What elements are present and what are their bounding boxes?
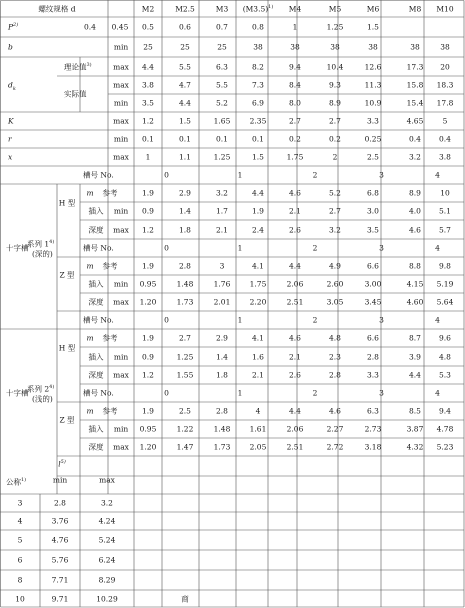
s2z-m-cell: 2.5 xyxy=(179,406,191,416)
pitch-cell: 1.5 xyxy=(367,22,379,32)
s1z-m-cell: 4.1 xyxy=(252,261,264,271)
s1h-depth-cell: 5.7 xyxy=(439,224,451,234)
length-min: 5.76 xyxy=(51,555,69,565)
insert-label: 插入 xyxy=(88,351,104,361)
series1-label: 系列 1$^{4)}$ xyxy=(27,238,55,249)
s2h-depth-cell: 1.55 xyxy=(176,370,194,380)
series2-label: 系列 2$^{4)}$ xyxy=(27,383,55,394)
b-cell: 38 xyxy=(368,42,378,52)
K-cell: 2.7 xyxy=(289,116,301,126)
x-cell: 2.5 xyxy=(367,152,379,162)
dk-actual-max-cell: 9.3 xyxy=(329,80,341,90)
s1h-depth-cell: 2.6 xyxy=(289,224,301,234)
s2h-depth-cell: 3.3 xyxy=(367,370,379,380)
s1h-depth-cell: 3.5 xyxy=(367,224,379,234)
slot-number: 4 xyxy=(435,243,440,253)
size-header: M8 xyxy=(408,3,422,13)
dk-theory-cell: 9.4 xyxy=(289,61,301,71)
K-cell: 3.3 xyxy=(367,116,379,126)
s2z-depth-cell: 1.47 xyxy=(176,442,194,452)
s1h-m-cell: 8.9 xyxy=(409,188,421,198)
depth-label: 深度 xyxy=(88,297,104,307)
x-cell: 1.5 xyxy=(252,152,264,162)
dk-actual-max-cell: 15.8 xyxy=(406,80,424,90)
pitch-cell: 0.8 xyxy=(252,22,264,32)
pitch-symbol: $P^{2)}$ xyxy=(8,21,19,32)
s2h-m-cell: 4.8 xyxy=(329,333,341,343)
ref-label: 参考 xyxy=(102,261,118,271)
s1h-depth-cell: 1.2 xyxy=(142,224,154,234)
K-cell: 5 xyxy=(442,116,448,126)
length-nominal: 8 xyxy=(17,575,23,585)
h-type-label: H 型 xyxy=(58,342,76,352)
s1h-m-cell: 3.2 xyxy=(216,188,228,198)
s2z-insert-cell: 2.27 xyxy=(326,424,344,434)
s2h-insert-cell: 1.4 xyxy=(216,351,228,361)
size-header: M2.5 xyxy=(175,3,195,13)
s2z-m-cell: 4 xyxy=(255,406,261,416)
b-cell: 25 xyxy=(180,42,190,52)
s2z-depth-cell: 2.05 xyxy=(249,442,267,452)
m-symbol: m xyxy=(86,261,94,271)
m-symbol: m xyxy=(86,333,94,343)
s2h-m-cell: 6.6 xyxy=(367,333,379,343)
slot-number: 0 xyxy=(164,243,169,253)
s1z-m-cell: 4.9 xyxy=(329,261,341,271)
length-nominal: 3 xyxy=(17,498,23,508)
x-cell: 3.8 xyxy=(439,152,451,162)
K-cell: 1.5 xyxy=(179,116,191,126)
slot-number: 3 xyxy=(379,388,384,398)
s2h-insert-cell: 2.3 xyxy=(329,351,341,361)
series1-note: (深的) xyxy=(32,249,53,259)
s1h-insert-cell: 1.4 xyxy=(179,206,191,216)
s1h-m-cell: 4.4 xyxy=(252,188,264,198)
s1h-insert-cell: 1.7 xyxy=(216,206,228,216)
pitch-pre-value: 0.45 xyxy=(111,22,129,32)
s1z-insert-cell: 1.48 xyxy=(176,279,194,289)
slot-number: 0 xyxy=(164,315,169,325)
s2h-depth-cell: 2.8 xyxy=(329,370,341,380)
insert-label: 插入 xyxy=(88,206,104,216)
x-cell: 1.25 xyxy=(213,152,231,162)
b-cell: 38 xyxy=(253,42,263,52)
s1h-insert-cell: 5.1 xyxy=(439,206,451,216)
limit-label: max xyxy=(113,370,129,380)
s2h-depth-cell: 1.2 xyxy=(142,370,154,380)
s2h-depth-cell: 4.4 xyxy=(409,370,421,380)
s1z-depth-cell: 1.73 xyxy=(176,297,194,307)
s2h-m-cell: 4.6 xyxy=(289,333,301,343)
dk-actual-max-cell: 4.7 xyxy=(179,80,191,90)
b-symbol: b xyxy=(8,42,13,52)
s2z-m-cell: 2.8 xyxy=(216,406,228,416)
dk-actual-min-cell: 3.5 xyxy=(142,98,154,108)
cross-recess-label: 十字槽 xyxy=(6,388,29,398)
K-cell: 1.65 xyxy=(213,116,231,126)
s1z-m-cell: 8.8 xyxy=(409,261,421,271)
x-cell: 1 xyxy=(145,152,151,162)
limit-label: max xyxy=(113,297,129,307)
s2h-m-cell: 2.7 xyxy=(179,333,191,343)
b-cell: 38 xyxy=(290,42,300,52)
s1z-insert-cell: 3.00 xyxy=(364,279,382,289)
insert-label: 插入 xyxy=(88,424,104,434)
dk-actual-max-cell: 5.5 xyxy=(216,80,228,90)
s1h-insert-cell: 3.0 xyxy=(367,206,379,216)
s1z-insert-cell: 0.95 xyxy=(139,279,157,289)
slot-number: 1 xyxy=(237,315,243,325)
s1h-depth-cell: 1.8 xyxy=(179,224,191,234)
s2h-depth-cell: 2.6 xyxy=(289,370,301,380)
size-header: $(M3.5)^{1)}$ xyxy=(242,3,274,13)
s2z-depth-cell: 4.32 xyxy=(406,442,424,452)
size-header: M2 xyxy=(141,3,155,13)
s1z-depth-cell: 3.45 xyxy=(364,297,382,307)
s2z-m-cell: 4.4 xyxy=(289,406,301,416)
s1z-insert-cell: 1.75 xyxy=(249,279,267,289)
K-cell: 1.2 xyxy=(142,116,154,126)
s2z-m-cell: 6.3 xyxy=(367,406,379,416)
nominal-label: 公称$^{1)}$ xyxy=(6,476,27,487)
depth-label: 深度 xyxy=(88,442,104,452)
dk-theory-cell: 6.3 xyxy=(216,61,228,71)
s1h-insert-cell: 2.7 xyxy=(329,206,341,216)
s2h-insert-cell: 4.8 xyxy=(439,351,451,361)
slot-number: 0 xyxy=(164,170,169,180)
s2h-insert-cell: 0.9 xyxy=(142,351,154,361)
size-header: M10 xyxy=(436,3,454,13)
limit-label: max xyxy=(113,80,129,90)
size-header: M4 xyxy=(288,3,302,13)
dk-actual-min-cell: 15.4 xyxy=(406,98,424,108)
x-cell: 3.2 xyxy=(409,152,421,162)
b-cell: 25 xyxy=(143,42,153,52)
K-cell: 2.7 xyxy=(329,116,341,126)
pitch-cell: 1.25 xyxy=(326,22,344,32)
s2h-m-cell: 9.6 xyxy=(439,333,451,343)
slot-number: 4 xyxy=(435,315,440,325)
x-cell: 1.1 xyxy=(179,152,191,162)
slot-number: 2 xyxy=(312,388,318,398)
insert-label: 插入 xyxy=(88,279,104,289)
length-min: 2.8 xyxy=(54,498,66,508)
dk-actual-min-cell: 8.9 xyxy=(329,98,341,108)
s1h-insert-cell: 4.0 xyxy=(409,206,421,216)
ref-label: 参考 xyxy=(102,188,118,198)
slot-number: 1 xyxy=(237,243,243,253)
s2z-insert-cell: 3.87 xyxy=(406,424,424,434)
length-max: 6.24 xyxy=(98,555,116,565)
limit-label: min xyxy=(113,351,129,361)
s1z-insert-cell: 2.60 xyxy=(326,279,344,289)
limit-label: min xyxy=(113,279,129,289)
s1z-insert-cell: 4.15 xyxy=(406,279,424,289)
s1z-depth-cell: 2.51 xyxy=(286,297,304,307)
limit-label: min xyxy=(113,98,129,108)
s1z-m-cell: 6.6 xyxy=(367,261,379,271)
cross-recess-label: 十字槽 xyxy=(6,243,29,253)
s2h-m-cell: 2.9 xyxy=(216,333,228,343)
slot-number: 3 xyxy=(379,243,384,253)
slot-number: 1 xyxy=(237,388,243,398)
dk-actual-min-cell: 17.8 xyxy=(436,98,454,108)
dk-symbol: $d_k$ xyxy=(8,80,16,92)
r-cell: 0.1 xyxy=(216,134,228,144)
h-type-label: H 型 xyxy=(58,197,76,207)
s2h-insert-cell: 1.6 xyxy=(252,351,264,361)
slot-number: 3 xyxy=(379,315,384,325)
depth-label: 深度 xyxy=(88,224,104,234)
pitch-cell: 0.6 xyxy=(179,22,191,32)
slot-number: 4 xyxy=(435,388,440,398)
r-symbol: r xyxy=(8,134,12,144)
slot-number: 2 xyxy=(312,243,318,253)
length-nominal: 4 xyxy=(17,516,23,526)
length-nominal: 6 xyxy=(17,555,23,565)
r-cell: 0.4 xyxy=(409,134,421,144)
limit-label: min xyxy=(113,424,129,434)
x-cell: 2 xyxy=(332,152,338,162)
s2z-m-cell: 4.6 xyxy=(329,406,341,416)
s1h-insert-cell: 2.1 xyxy=(289,206,301,216)
dk-theory-cell: 17.3 xyxy=(406,61,424,71)
s2z-depth-cell: 2.51 xyxy=(286,442,304,452)
s1h-depth-cell: 3.2 xyxy=(329,224,341,234)
pitch-cell: 0.7 xyxy=(216,22,228,32)
length-max: 8.29 xyxy=(98,575,116,585)
s1h-depth-cell: 2.4 xyxy=(252,224,264,234)
dk-actual-max-cell: 11.3 xyxy=(364,80,382,90)
K-cell: 4.65 xyxy=(406,116,424,126)
spec-header: 螺纹规格 d xyxy=(38,3,76,13)
limit-label: max xyxy=(113,442,129,452)
s1z-m-cell: 9.8 xyxy=(439,261,451,271)
length-min-header: min xyxy=(52,475,68,485)
s2z-insert-cell: 1.22 xyxy=(176,424,194,434)
s2z-insert-cell: 2.73 xyxy=(364,424,382,434)
length-nominal: 10 xyxy=(15,593,25,603)
length-max: 4.24 xyxy=(98,516,116,526)
ref-label: 参考 xyxy=(102,333,118,343)
s2z-depth-cell: 2.72 xyxy=(326,442,344,452)
s2z-insert-cell: 4.78 xyxy=(436,424,454,434)
dk-theory-cell: 8.2 xyxy=(252,61,264,71)
s1h-depth-cell: 4.6 xyxy=(409,224,421,234)
dk-actual-min-cell: 4.4 xyxy=(179,98,191,108)
s2h-insert-cell: 3.9 xyxy=(409,351,421,361)
z-type-label: Z 型 xyxy=(59,270,75,280)
r-cell: 0.1 xyxy=(252,134,264,144)
pitch-cell: 0.5 xyxy=(142,22,154,32)
dk-actual-min-cell: 6.9 xyxy=(252,98,264,108)
s2z-insert-cell: 1.48 xyxy=(213,424,231,434)
s2h-insert-cell: 2.1 xyxy=(289,351,301,361)
b-cell: 25 xyxy=(217,42,227,52)
s2h-insert-cell: 1.25 xyxy=(176,351,194,361)
s1z-depth-cell: 3.05 xyxy=(326,297,344,307)
s2h-depth-cell: 2.1 xyxy=(252,370,264,380)
slot-no-label: 槽号 No. xyxy=(83,315,114,325)
s1h-m-cell: 5.2 xyxy=(329,188,341,198)
dk-actual-max-cell: 8.4 xyxy=(289,80,301,90)
s2h-m-cell: 1.9 xyxy=(142,333,154,343)
s2z-depth-cell: 5.23 xyxy=(436,442,454,452)
s1h-m-cell: 6.8 xyxy=(367,188,379,198)
x-symbol: x xyxy=(8,152,13,162)
dk-actual-min-cell: 10.9 xyxy=(364,98,382,108)
slot-number: 3 xyxy=(379,170,384,180)
slot-number: 4 xyxy=(435,170,440,180)
r-cell: 0.1 xyxy=(142,134,154,144)
s1z-depth-cell: 2.01 xyxy=(213,297,231,307)
commercial-mark: 商 xyxy=(181,593,189,603)
dk-theory-cell: 5.5 xyxy=(179,61,191,71)
limit-label: max xyxy=(113,61,129,71)
dk-actual-max-cell: 7.3 xyxy=(252,80,264,90)
r-cell: 0.1 xyxy=(179,134,191,144)
r-cell: 0.2 xyxy=(289,134,301,144)
s2h-m-cell: 4.1 xyxy=(252,333,264,343)
s2z-m-cell: 9.4 xyxy=(439,406,451,416)
limit-label: max xyxy=(113,224,129,234)
slot-number: 2 xyxy=(312,170,318,180)
s1z-m-cell: 2.8 xyxy=(179,261,191,271)
s1z-insert-cell: 2.06 xyxy=(286,279,304,289)
slot-number: 0 xyxy=(164,388,169,398)
z-type-label: Z 型 xyxy=(59,415,75,425)
size-header: M3 xyxy=(215,3,229,13)
size-header: M6 xyxy=(366,3,380,13)
m-symbol: m xyxy=(86,188,94,198)
depth-label: 深度 xyxy=(88,370,104,380)
pitch-cell: 1 xyxy=(292,22,298,32)
dk-actual-min-cell: 5.2 xyxy=(216,98,228,108)
dk-theory-cell: 10.4 xyxy=(326,61,344,71)
dk-actual-max-cell: 18.3 xyxy=(436,80,454,90)
dk-actual-max-cell: 3.8 xyxy=(142,80,154,90)
r-cell: 0.2 xyxy=(329,134,341,144)
length-max: 3.2 xyxy=(101,498,113,508)
length-min: 4.76 xyxy=(51,535,69,545)
s2z-depth-cell: 3.18 xyxy=(364,442,382,452)
x-cell: 1.75 xyxy=(286,152,304,162)
slot-number: 2 xyxy=(312,315,318,325)
length-min: 9.71 xyxy=(51,593,69,603)
length-symbol: $l^{5)}$ xyxy=(58,458,66,469)
s1z-depth-cell: 2.20 xyxy=(249,297,267,307)
s2z-m-cell: 8.5 xyxy=(409,406,421,416)
m-symbol: m xyxy=(86,406,94,416)
b-cell: 38 xyxy=(330,42,340,52)
s1h-m-cell: 1.9 xyxy=(142,188,154,198)
length-nominal: 5 xyxy=(17,535,23,545)
s2z-insert-cell: 1.61 xyxy=(249,424,267,434)
s1z-depth-cell: 5.64 xyxy=(436,297,454,307)
theory-label: 理论值$^{3)}$ xyxy=(64,61,92,71)
s2z-insert-cell: 0.95 xyxy=(139,424,157,434)
b-cell: 38 xyxy=(410,42,420,52)
s2h-depth-cell: 1.8 xyxy=(216,370,228,380)
s1z-m-cell: 3 xyxy=(219,261,225,271)
s2z-m-cell: 1.9 xyxy=(142,406,154,416)
s2z-depth-cell: 1.73 xyxy=(213,442,231,452)
dk-theory-cell: 20 xyxy=(440,61,450,71)
length-max: 10.29 xyxy=(96,593,118,603)
s1z-m-cell: 4.4 xyxy=(289,261,301,271)
size-header: M5 xyxy=(328,3,342,13)
s1z-depth-cell: 1.20 xyxy=(139,297,157,307)
s1z-m-cell: 1.9 xyxy=(142,261,154,271)
s2h-m-cell: 8.7 xyxy=(409,333,421,343)
limit-label: min xyxy=(113,206,129,216)
s2h-depth-cell: 5.3 xyxy=(439,370,451,380)
actual-label: 实际值 xyxy=(64,89,87,99)
slot-no-label: 槽号 No. xyxy=(83,170,114,180)
series2-note: (浅的) xyxy=(32,394,53,404)
ref-label: 参考 xyxy=(102,406,118,416)
s1h-depth-cell: 2.1 xyxy=(216,224,228,234)
length-max-header: max xyxy=(99,475,115,485)
pitch-pre-value: 0.4 xyxy=(84,22,96,32)
dk-theory-cell: 12.6 xyxy=(364,61,382,71)
s1h-m-cell: 10 xyxy=(440,188,450,198)
b-cell: 38 xyxy=(440,42,450,52)
limit-label: min xyxy=(113,134,129,144)
s2z-depth-cell: 1.20 xyxy=(139,442,157,452)
length-min: 3.76 xyxy=(51,516,69,526)
slot-no-label: 槽号 No. xyxy=(83,388,114,398)
slot-number: 1 xyxy=(237,170,243,180)
s1h-insert-cell: 1.9 xyxy=(252,206,264,216)
s1h-m-cell: 2.9 xyxy=(179,188,191,198)
K-symbol: K xyxy=(8,116,14,126)
s1z-depth-cell: 4.60 xyxy=(406,297,424,307)
r-cell: 0.25 xyxy=(364,134,382,144)
K-cell: 2.35 xyxy=(249,116,267,126)
s1h-insert-cell: 0.9 xyxy=(142,206,154,216)
s1z-insert-cell: 1.76 xyxy=(213,279,231,289)
r-cell: 0.4 xyxy=(439,134,451,144)
s2h-insert-cell: 2.8 xyxy=(367,351,379,361)
limit-label: max xyxy=(113,116,129,126)
limit-label: max xyxy=(113,152,129,162)
s1h-m-cell: 4.6 xyxy=(289,188,301,198)
dk-actual-min-cell: 8.0 xyxy=(289,98,301,108)
dk-theory-cell: 4.4 xyxy=(142,61,154,71)
limit-label: min xyxy=(113,42,129,52)
length-max: 5.24 xyxy=(98,535,116,545)
s1z-insert-cell: 5.19 xyxy=(436,279,454,289)
slot-no-label: 槽号 No. xyxy=(83,243,114,253)
length-min: 7.71 xyxy=(51,575,69,585)
s2z-insert-cell: 2.06 xyxy=(286,424,304,434)
